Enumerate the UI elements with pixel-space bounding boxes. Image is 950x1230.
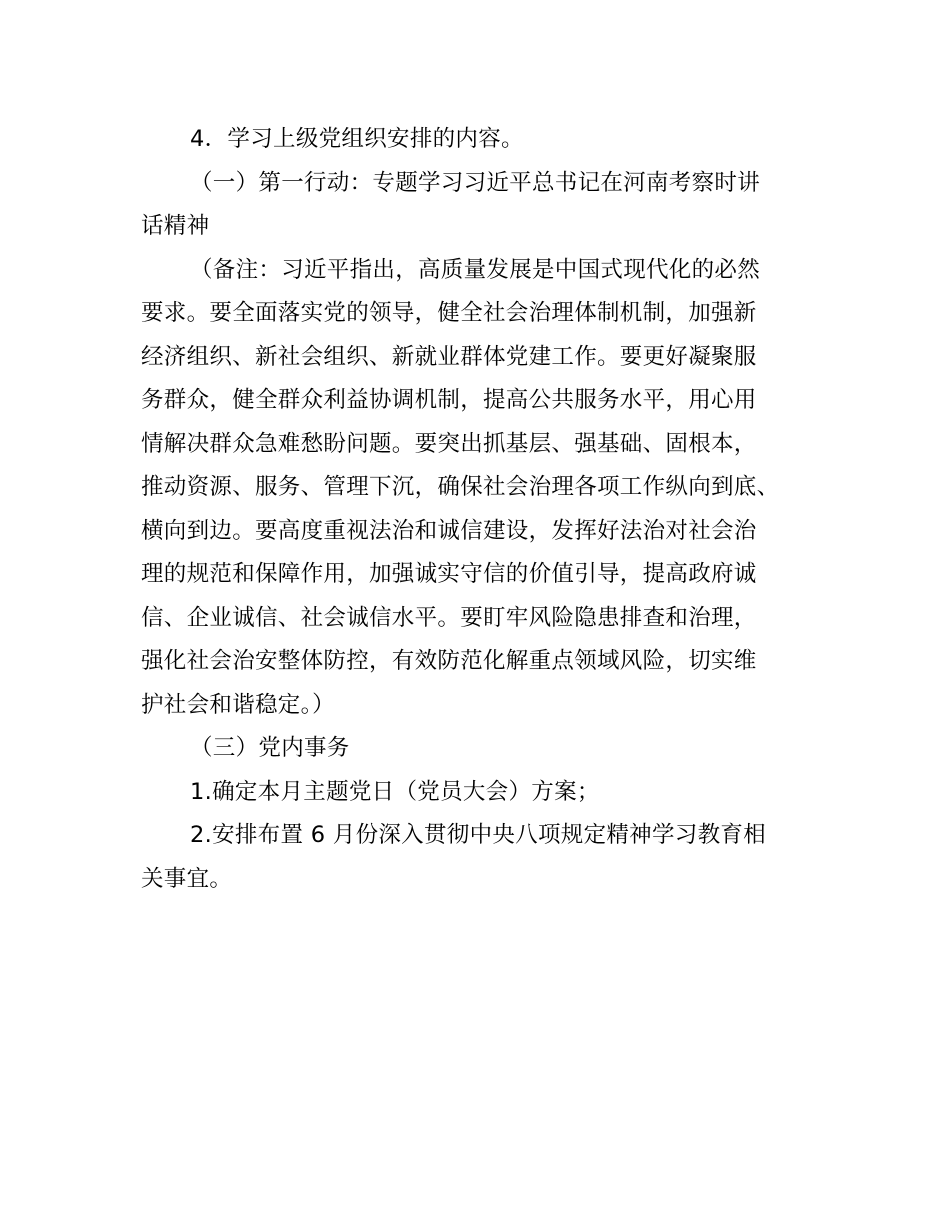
text-line: 关事宜。	[141, 865, 233, 892]
text-line: 强化社会治安整体防控，有效防范化解重点领域风险，切实维	[141, 648, 757, 674]
list-item-study-content	[141, 118, 821, 162]
list-item-task-1	[141, 771, 821, 815]
text-line: 横向到边。要高度重视法治和诚信建设，发挥好法治对社会治	[141, 517, 757, 544]
text-line: 护社会和谐稳定。）	[141, 691, 335, 718]
list-item-task-2	[141, 814, 821, 901]
section-heading-party-affairs	[141, 727, 821, 771]
text-line: 4．学习上级党组织安排的内容。	[190, 126, 524, 152]
text-line: 经济组织、新社会组织、新就业群体党建工作。要更好凝聚服	[141, 343, 757, 370]
text-line: 要求。要全面落实党的领导，健全社会治理体制机制，加强新	[141, 300, 757, 326]
text-line: （三）党内事务	[190, 735, 350, 761]
text-line: （备注：习近平指出，高质量发展是中国式现代化的必然	[190, 256, 761, 283]
text-line: （一）第一行动：专题学习习近平总书记在河南考察时讲	[190, 169, 761, 196]
text-line: 话精神	[141, 213, 210, 239]
section-heading-first-action	[141, 162, 821, 249]
text-line: 务群众，健全群众利益协调机制，提高公共服务水平，用心用	[141, 387, 757, 413]
document-page	[141, 118, 821, 901]
text-line: 理的规范和保障作用，加强诚实守信的价值引导，提高政府诚	[141, 561, 757, 587]
text-line: 2.安排布置 6 月份深入贯彻中央八项规定精神学习教育相	[190, 822, 766, 848]
text-line: 推动资源、服务、管理下沉，确保社会治理各项工作纵向到底、	[141, 474, 780, 500]
text-line: 1.确定本月主题党日（党员大会）方案；	[190, 778, 600, 805]
note-paragraph	[141, 249, 821, 728]
text-line: 信、企业诚信、社会诚信水平。要盯牢风险隐患排查和治理，	[141, 604, 757, 631]
text-line: 情解决群众急难愁盼问题。要突出抓基层、强基础、固根本，	[141, 430, 757, 457]
